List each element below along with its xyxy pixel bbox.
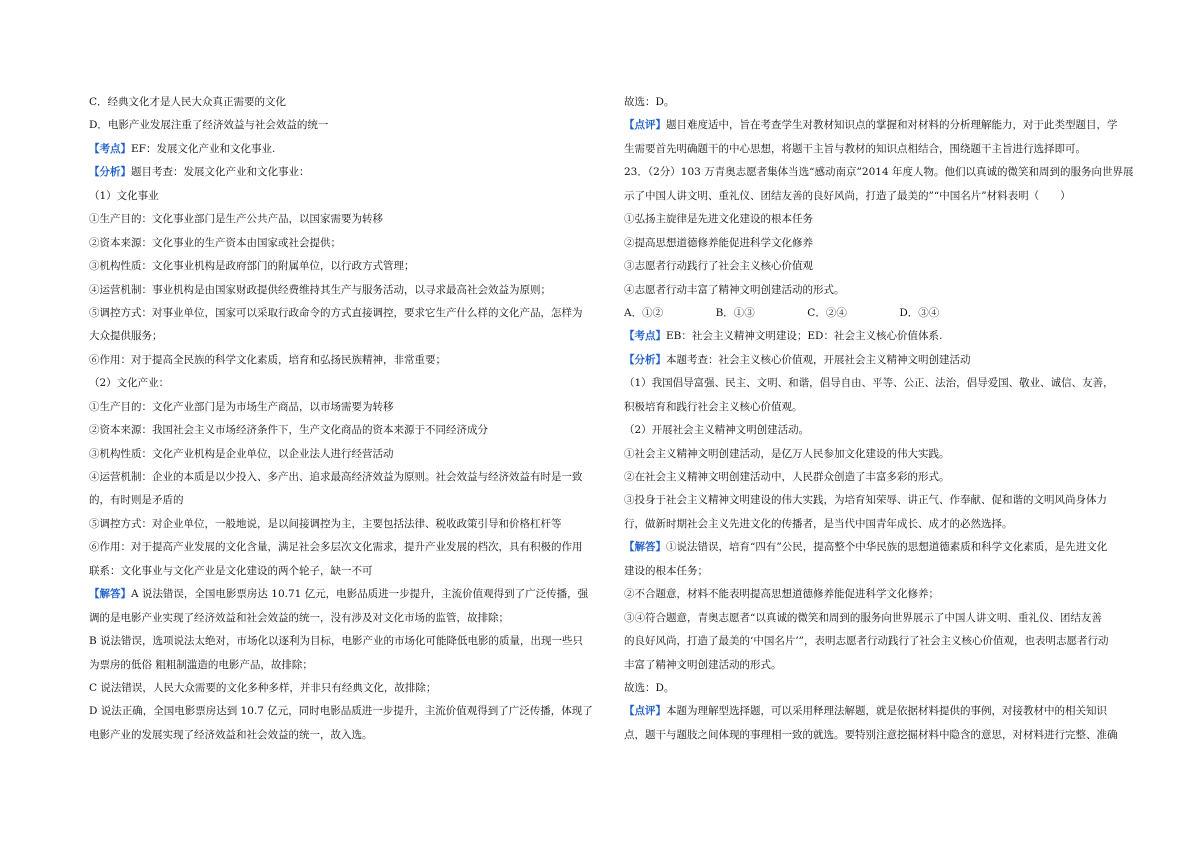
section-tag: 【分析】	[624, 353, 666, 366]
right-column-line	[624, 677, 1136, 700]
left-column-line	[89, 489, 601, 512]
line-text: ③志愿者行动践行了社会主义核心价值观	[624, 260, 813, 273]
right-column-line	[624, 396, 1136, 419]
right-column-line	[624, 630, 1136, 653]
line-text: A 说法错误，全国电影票房达 10.71 亿元，电影品质进一步提升，主流价值观得到了广泛传播，强	[131, 588, 589, 601]
line-text: EF：发展文化产业和文化事业.	[131, 142, 276, 155]
left-column-line	[89, 114, 601, 137]
right-column-line	[624, 255, 1136, 278]
right-column-line	[624, 443, 1136, 466]
right-column-line	[624, 185, 1136, 208]
right-column-line	[624, 114, 1136, 137]
right-column-line	[624, 279, 1136, 302]
left-column-line	[89, 700, 601, 723]
section-tag: 【点评】	[624, 119, 666, 132]
left-column-line	[89, 185, 601, 208]
line-text: 建设的根本任务；	[624, 564, 708, 577]
line-text: ②资本来源：文化事业的生产资本由国家或社会提供；	[89, 236, 341, 249]
line-text: 为票房的低俗 粗粗制滥造的电影产品，故排除；	[89, 658, 313, 671]
section-tag: 【分析】	[89, 166, 131, 179]
right-column-line	[624, 302, 1136, 325]
right-column-line	[624, 513, 1136, 536]
line-text: ③机构性质：文化事业机构是政府部门的附属单位，以行政方式管理；	[89, 260, 415, 273]
right-column-line	[624, 138, 1136, 161]
line-text: 积极培育和践行社会主义核心价值观。	[624, 400, 803, 413]
line-text: D．电影产业发展注重了经济效益与社会效益的统一	[89, 119, 329, 132]
line-text: ⑤调控方式：对事业单位，国家可以采取行政命令的方式直接调控，要求它生产什么样的文化产品，怎样为	[89, 306, 583, 319]
line-text: ①社会主义精神文明创建活动，是亿万人民参加文化建设的伟大实践。	[624, 447, 950, 460]
right-column-line	[624, 560, 1136, 583]
left-column-line	[89, 513, 601, 536]
line-text: ①生产目的：文化产业部门是为市场生产商品，以市场需要为转移	[89, 400, 394, 413]
right-column-line	[624, 208, 1136, 231]
line-text: ④运营机制：事业机构是由国家财政提供经费维持其生产与服务活动，以寻求最高社会效益为原则；	[89, 283, 551, 296]
line-text: 的，有时则是矛盾的	[89, 494, 184, 507]
line-text: 调的是电影产业实现了经济效益和社会效益的统一，没有涉及对文化市场的监管，故排除；	[89, 611, 509, 624]
section-tag: 【考点】	[624, 330, 666, 343]
line-text: ③投身于社会主义精神文明建设的伟大实践，为培育知荣辱、讲正气、作奉献、促和谐的文明风尚身体力	[624, 494, 1107, 507]
left-column-line	[89, 724, 601, 747]
line-text: ②在社会主义精神文明创建活动中，人民群众创造了丰富多彩的形式。	[624, 471, 950, 483]
line-text: B 说法错误，选项说法太绝对，市场化以逐利为目标，电影产业的市场化可能降低电影的质量，出现一些只	[89, 635, 584, 648]
left-column-line	[89, 419, 601, 442]
right-column-line	[624, 466, 1136, 489]
line-text: （2）开展社会主义精神文明创建活动。	[624, 424, 810, 437]
line-text: ②提高思想道德修养能促进科学文化修养	[624, 236, 813, 249]
line-text: ①弘扬主旋律是先进文化建设的根本任务	[624, 213, 813, 226]
left-column-line	[89, 443, 601, 466]
left-column-line	[89, 560, 601, 583]
right-column-line	[624, 232, 1136, 255]
right-column-line	[624, 654, 1136, 677]
left-column-line	[89, 583, 601, 606]
line-text: 故选：D。	[624, 96, 675, 108]
left-column-line	[89, 325, 601, 348]
line-text: ②资本来源：我国社会主义市场经济条件下，生产文化商品的资本来源于不同经济成分	[89, 424, 488, 437]
line-text: ②不合题意，材料不能表明提高思想道德修养能促进科学文化修养；	[624, 588, 939, 601]
line-text: （1）我国倡导富强、民主、文明、和谐，倡导自由、平等、公正、法治，倡导爱国、敬业、诚信、友善，	[624, 377, 1114, 390]
line-text: ④志愿者行动丰富了精神文明创建活动的形式。	[624, 283, 845, 296]
line-text: ③机构性质：文化产业机构是企业单位，以企业法人进行经营活动	[89, 447, 394, 460]
line-text: 题目考查：发展文化产业和文化事业：	[131, 166, 310, 179]
right-column-line	[624, 607, 1136, 630]
line-text: 点，题干与题肢之间体现的事理相一致的就选。要特别注意挖掘材料中隐含的意思，对材料进行完整、准确	[624, 728, 1118, 741]
line-text: ③④符合题意，青奥志愿者“以真诚的微笑和周到的服务向世界展示了中国人讲文明、重礼仪、团结友善	[624, 611, 1102, 624]
left-column-line	[89, 302, 601, 325]
left-column-line	[89, 208, 601, 231]
line-text: 大众提供服务；	[89, 330, 163, 343]
left-column-line	[89, 161, 601, 184]
left-column	[89, 91, 601, 747]
right-column-line	[624, 325, 1136, 348]
left-column-line	[89, 349, 601, 372]
right-column-line	[624, 583, 1136, 606]
line-text: ①说法错误，培育“四有”公民，提高整个中华民族的思想道德素质和科学文化素质，是先进文化	[666, 541, 1108, 554]
left-column-line	[89, 654, 601, 677]
line-text: C．经典文化才是人民大众真正需要的文化	[89, 96, 287, 108]
left-column-line	[89, 232, 601, 255]
line-text: C 说法错误，人民大众需要的文化多种多样，并非只有经典文化，故排除；	[89, 681, 437, 694]
right-column-line	[624, 489, 1136, 512]
line-text: 丰富了精神文明创建活动的形式。	[624, 658, 782, 671]
left-column-line	[89, 279, 601, 302]
right-column-line	[624, 372, 1136, 395]
left-column-line	[89, 466, 601, 489]
left-column-line	[89, 255, 601, 278]
line-text: 行，做新时期社会主义先进文化的传播者，是当代中国青年成长、成才的必然选择。	[624, 517, 1013, 530]
line-text: ⑥作用：对于提高全民族的科学文化素质，培育和弘扬民族精神，非常重要；	[89, 353, 446, 366]
left-column-line	[89, 677, 601, 700]
line-text: 生需要首先明确题干的中心思想，将题干主旨与教材的知识点相结合，围绕题干主旨进行选择即可。	[624, 142, 1086, 155]
left-column-line	[89, 630, 601, 653]
line-text: （1）文化事业	[89, 189, 159, 202]
right-column-line	[624, 349, 1136, 372]
left-column-line	[89, 372, 601, 395]
right-column-line	[624, 700, 1136, 723]
line-text: 本题考查：社会主义核心价值观，开展社会主义精神文明创建活动	[666, 353, 971, 366]
left-column-line	[89, 91, 601, 114]
line-text: 的良好风尚，打造了最美的‘中国名片’”，表明志愿者行动践行了社会主义核心价值观，也表明志愿者行动	[624, 635, 1109, 648]
left-column-line	[89, 138, 601, 161]
line-text: 电影产业的发展实现了经济效益和社会效益的统一，故入选。	[89, 728, 373, 741]
section-tag: 【考点】	[89, 142, 131, 155]
line-text: 故选：D。	[624, 681, 675, 694]
right-column-line	[624, 536, 1136, 559]
line-text: 23．（2分）103 万青奥志愿者集体当选“感动南京”2014 年度人物。他们以真诚的微笑和周到的服务向世界展	[624, 166, 1134, 179]
left-column-line	[89, 396, 601, 419]
line-text: ⑤调控方式：对企业单位，一般地说，是以间接调控为主，主要包括法律、税收政策引导和价格杠杆等	[89, 517, 562, 530]
line-text: 本题为理解型选择题，可以采用释理法解题，就是依据材料提供的事例，对接教材中的相关知识	[666, 705, 1107, 718]
right-column-line	[624, 91, 1136, 114]
line-text: （2）文化产业：	[89, 377, 170, 390]
line-text: ①生产目的：文化事业部门是生产公共产品，以国家需要为转移	[89, 213, 383, 226]
line-text: ④运营机制：企业的本质是以少投入、多产出、追求最高经济效益为原则。社会效益与经济效益有时是一致	[89, 471, 583, 483]
line-text: A．①② B．①③ C．②④ D．③④	[624, 306, 940, 319]
line-text: ⑥作用：对于提高产业发展的文化含量，满足社会多层次文化需求，提升产业发展的档次，具有积极的作用	[89, 541, 583, 554]
left-column-line	[89, 607, 601, 630]
line-text: 联系：文化事业与文化产业是文化建设的两个轮子，缺一不可	[89, 564, 373, 577]
line-text: EB：社会主义精神文明建设；ED：社会主义核心价值体系.	[666, 330, 943, 343]
left-column-line	[89, 536, 601, 559]
right-column-line	[624, 161, 1136, 184]
section-tag: 【解答】	[624, 541, 666, 554]
section-tag: 【解答】	[89, 588, 131, 601]
right-column	[624, 91, 1136, 747]
line-text: 题目难度适中，旨在考查学生对教材知识点的掌握和对材料的分析理解能力，对于此类型题目，学	[666, 119, 1118, 132]
section-tag: 【点评】	[624, 705, 666, 718]
line-text: D 说法正确，全国电影票房达到 10.7 亿元，同时电影品质进一步提升，主流价值观得到了广泛传播，体现了	[89, 705, 593, 718]
right-column-line	[624, 419, 1136, 442]
line-text: 示了中国人讲文明、重礼仪、团结友善的良好风尚，打造了最美的”“中国名片”材料表明（ ）	[624, 189, 1071, 202]
right-column-line	[624, 724, 1136, 747]
